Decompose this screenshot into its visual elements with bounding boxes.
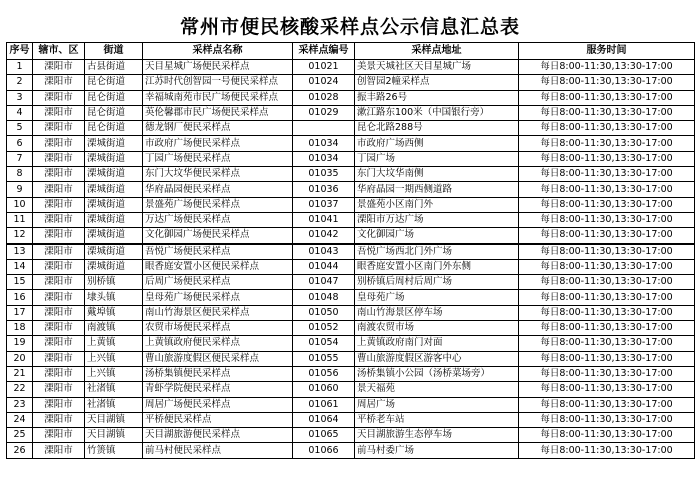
table-row bbox=[7, 275, 695, 290]
cell-service-time: 每日8:00-11:30,13:30-17:00 bbox=[519, 105, 695, 120]
cell-district: 溧阳市 bbox=[33, 197, 85, 212]
cell-district: 溧阳市 bbox=[33, 351, 85, 366]
cell-street: 溧城街道 bbox=[85, 259, 143, 274]
cell-site-name: 英伦馨郡市民广场便民采样点 bbox=[143, 105, 293, 120]
cell-site-code: 01024 bbox=[293, 75, 355, 90]
table-row bbox=[7, 412, 695, 427]
cell-site-name: 曹山旅游度假区便民采样点 bbox=[143, 351, 293, 366]
cell-site-code: 01064 bbox=[293, 412, 355, 427]
cell-index: 6 bbox=[7, 136, 33, 151]
cell-index: 17 bbox=[7, 305, 33, 320]
cell-site-address: 平桥老车站 bbox=[355, 412, 519, 427]
cell-site-address: 景天福苑 bbox=[355, 382, 519, 397]
cell-street: 社渚镇 bbox=[85, 382, 143, 397]
cell-site-address: 溧阳市万达广场 bbox=[355, 212, 519, 227]
cell-street: 溧城街道 bbox=[85, 197, 143, 212]
cell-district: 溧阳市 bbox=[33, 182, 85, 197]
cell-site-address: 皇母苑广场 bbox=[355, 290, 519, 305]
cell-index: 18 bbox=[7, 321, 33, 336]
cell-site-name: 上黄镇政府便民采样点 bbox=[143, 336, 293, 351]
cell-site-address: 曹山旅游度假区游客中心 bbox=[355, 351, 519, 366]
cell-site-address: 丁园广场 bbox=[355, 151, 519, 166]
cell-district: 溧阳市 bbox=[33, 321, 85, 336]
cell-district: 溧阳市 bbox=[33, 121, 85, 136]
cell-district: 溧阳市 bbox=[33, 75, 85, 90]
cell-street: 溧城街道 bbox=[85, 136, 143, 151]
cell-service-time: 每日8:00-11:30,13:30-17:00 bbox=[519, 121, 695, 136]
header-site-address: 采样点地址 bbox=[355, 43, 519, 60]
cell-site-name: 万达广场便民采样点 bbox=[143, 212, 293, 227]
cell-site-name: 文化御园广场便民采样点 bbox=[143, 228, 293, 244]
cell-site-name: 丁园广场便民采样点 bbox=[143, 151, 293, 166]
cell-site-address: 文化御园广场 bbox=[355, 228, 519, 244]
table-row bbox=[7, 305, 695, 320]
cell-service-time: 每日8:00-11:30,13:30-17:00 bbox=[519, 182, 695, 197]
cell-street: 上兴镇 bbox=[85, 366, 143, 381]
cell-district: 溧阳市 bbox=[33, 382, 85, 397]
cell-street: 社渚镇 bbox=[85, 397, 143, 412]
cell-service-time: 每日8:00-11:30,13:30-17:00 bbox=[519, 428, 695, 443]
table-row bbox=[7, 259, 695, 274]
cell-index: 1 bbox=[7, 60, 33, 75]
cell-index: 3 bbox=[7, 90, 33, 105]
cell-site-address: 创智园2幢采样点 bbox=[355, 75, 519, 90]
table-row bbox=[7, 228, 695, 244]
cell-site-name: 农贸市场便民采样点 bbox=[143, 321, 293, 336]
cell-index: 2 bbox=[7, 75, 33, 90]
cell-street: 昆仑街道 bbox=[85, 105, 143, 120]
table-row bbox=[7, 321, 695, 336]
cell-district: 溧阳市 bbox=[33, 60, 85, 75]
cell-service-time: 每日8:00-11:30,13:30-17:00 bbox=[519, 412, 695, 427]
cell-district: 溧阳市 bbox=[33, 366, 85, 381]
cell-site-code: 01065 bbox=[293, 428, 355, 443]
cell-index: 21 bbox=[7, 366, 33, 381]
cell-service-time: 每日8:00-11:30,13:30-17:00 bbox=[519, 443, 695, 458]
sampling-sites-table bbox=[6, 42, 695, 459]
table-row bbox=[7, 136, 695, 151]
cell-district: 溧阳市 bbox=[33, 259, 85, 274]
cell-index: 16 bbox=[7, 290, 33, 305]
cell-site-address: 汤桥集镇小公园（汤桥菜场旁） bbox=[355, 366, 519, 381]
cell-site-address: 昆仑北路288号 bbox=[355, 121, 519, 136]
cell-district: 溧阳市 bbox=[33, 443, 85, 458]
cell-site-address: 周居广场 bbox=[355, 397, 519, 412]
cell-site-name: 吾悦广场便民采样点 bbox=[143, 244, 293, 260]
cell-district: 溧阳市 bbox=[33, 90, 85, 105]
cell-site-code: 01036 bbox=[293, 182, 355, 197]
cell-site-code: 01054 bbox=[293, 336, 355, 351]
cell-site-address: 前马村委广场 bbox=[355, 443, 519, 458]
cell-street: 南渡镇 bbox=[85, 321, 143, 336]
cell-site-address: 景盛苑小区南门外 bbox=[355, 197, 519, 212]
cell-site-name: 东门大坟华便民采样点 bbox=[143, 167, 293, 182]
cell-site-address: 市政府广场西侧 bbox=[355, 136, 519, 151]
cell-service-time: 每日8:00-11:30,13:30-17:00 bbox=[519, 90, 695, 105]
cell-street: 溧城街道 bbox=[85, 182, 143, 197]
cell-site-address: 天目湖旅游生态停车场 bbox=[355, 428, 519, 443]
cell-street: 溧城街道 bbox=[85, 167, 143, 182]
table-row bbox=[7, 90, 695, 105]
cell-service-time: 每日8:00-11:30,13:30-17:00 bbox=[519, 397, 695, 412]
cell-site-address: 上黄镇政府南门对面 bbox=[355, 336, 519, 351]
header-district: 辖市、区 bbox=[33, 43, 85, 60]
cell-service-time: 每日8:00-11:30,13:30-17:00 bbox=[519, 244, 695, 260]
cell-site-address: 南山竹海景区停车场 bbox=[355, 305, 519, 320]
cell-site-name: 幸福城南苑市民广场便民采样点 bbox=[143, 90, 293, 105]
cell-district: 溧阳市 bbox=[33, 151, 85, 166]
header-service-time: 服务时间 bbox=[519, 43, 695, 60]
cell-index: 14 bbox=[7, 259, 33, 274]
cell-site-name: 皇母苑广场便民采样点 bbox=[143, 290, 293, 305]
cell-street: 上黄镇 bbox=[85, 336, 143, 351]
cell-index: 19 bbox=[7, 336, 33, 351]
cell-district: 溧阳市 bbox=[33, 336, 85, 351]
cell-service-time: 每日8:00-11:30,13:30-17:00 bbox=[519, 366, 695, 381]
cell-site-name: 天目湖旅游便民采样点 bbox=[143, 428, 293, 443]
cell-site-address: 吾悦广场西北门外广场 bbox=[355, 244, 519, 260]
cell-service-time: 每日8:00-11:30,13:30-17:00 bbox=[519, 60, 695, 75]
cell-index: 8 bbox=[7, 167, 33, 182]
cell-index: 13 bbox=[7, 244, 33, 260]
cell-district: 溧阳市 bbox=[33, 167, 85, 182]
cell-site-code bbox=[293, 121, 355, 136]
cell-service-time: 每日8:00-11:30,13:30-17:00 bbox=[519, 212, 695, 227]
cell-street: 昆仑街道 bbox=[85, 121, 143, 136]
cell-site-address: 漱江路东100米（中国银行旁） bbox=[355, 105, 519, 120]
cell-index: 23 bbox=[7, 397, 33, 412]
cell-street: 溧城街道 bbox=[85, 212, 143, 227]
cell-street: 别桥镇 bbox=[85, 275, 143, 290]
cell-site-name: 德龙钢厂便民采样点 bbox=[143, 121, 293, 136]
header-site-name: 采样点名称 bbox=[143, 43, 293, 60]
cell-district: 溧阳市 bbox=[33, 397, 85, 412]
table-row bbox=[7, 428, 695, 443]
cell-street: 埭头镇 bbox=[85, 290, 143, 305]
cell-site-code: 01066 bbox=[293, 443, 355, 458]
cell-street: 溧城街道 bbox=[85, 244, 143, 260]
cell-site-address: 东门大坟华南侧 bbox=[355, 167, 519, 182]
cell-site-code: 01048 bbox=[293, 290, 355, 305]
cell-district: 溧阳市 bbox=[33, 305, 85, 320]
cell-index: 24 bbox=[7, 412, 33, 427]
cell-site-code: 01034 bbox=[293, 151, 355, 166]
cell-site-code: 01042 bbox=[293, 228, 355, 244]
cell-index: 20 bbox=[7, 351, 33, 366]
cell-site-code: 01060 bbox=[293, 382, 355, 397]
table-row bbox=[7, 212, 695, 227]
cell-site-address: 别桥镇后周村后周广场 bbox=[355, 275, 519, 290]
table-row bbox=[7, 382, 695, 397]
cell-service-time: 每日8:00-11:30,13:30-17:00 bbox=[519, 197, 695, 212]
cell-service-time: 每日8:00-11:30,13:30-17:00 bbox=[519, 351, 695, 366]
cell-service-time: 每日8:00-11:30,13:30-17:00 bbox=[519, 336, 695, 351]
cell-service-time: 每日8:00-11:30,13:30-17:00 bbox=[519, 275, 695, 290]
cell-service-time: 每日8:00-11:30,13:30-17:00 bbox=[519, 290, 695, 305]
cell-street: 上兴镇 bbox=[85, 351, 143, 366]
cell-street: 天目湖镇 bbox=[85, 412, 143, 427]
cell-district: 溧阳市 bbox=[33, 428, 85, 443]
cell-service-time: 每日8:00-11:30,13:30-17:00 bbox=[519, 382, 695, 397]
cell-site-name: 汤桥集镇便民采样点 bbox=[143, 366, 293, 381]
cell-index: 9 bbox=[7, 182, 33, 197]
table-row bbox=[7, 60, 695, 75]
table-row bbox=[7, 121, 695, 136]
cell-site-code: 01056 bbox=[293, 366, 355, 381]
cell-service-time: 每日8:00-11:30,13:30-17:00 bbox=[519, 167, 695, 182]
cell-site-name: 眼香庭安置小区便民采样点 bbox=[143, 259, 293, 274]
header-site-code: 采样点编号 bbox=[293, 43, 355, 60]
cell-index: 12 bbox=[7, 228, 33, 244]
table-header-row bbox=[7, 43, 695, 60]
cell-district: 溧阳市 bbox=[33, 275, 85, 290]
cell-site-name: 景盛苑广场便民采样点 bbox=[143, 197, 293, 212]
cell-site-code: 01035 bbox=[293, 167, 355, 182]
cell-district: 溧阳市 bbox=[33, 412, 85, 427]
cell-district: 溧阳市 bbox=[33, 290, 85, 305]
table-row bbox=[7, 397, 695, 412]
table-row bbox=[7, 290, 695, 305]
cell-index: 4 bbox=[7, 105, 33, 120]
cell-service-time: 每日8:00-11:30,13:30-17:00 bbox=[519, 305, 695, 320]
cell-service-time: 每日8:00-11:30,13:30-17:00 bbox=[519, 228, 695, 244]
header-street: 街道 bbox=[85, 43, 143, 60]
cell-site-name: 青虾学院便民采样点 bbox=[143, 382, 293, 397]
cell-site-code: 01041 bbox=[293, 212, 355, 227]
cell-site-name: 周居广场便民采样点 bbox=[143, 397, 293, 412]
table-row bbox=[7, 75, 695, 90]
cell-street: 古县街道 bbox=[85, 60, 143, 75]
cell-service-time: 每日8:00-11:30,13:30-17:00 bbox=[519, 136, 695, 151]
cell-site-code: 01061 bbox=[293, 397, 355, 412]
cell-site-name: 天目星城广场便民采样点 bbox=[143, 60, 293, 75]
cell-site-name: 江苏时代创智园一号便民采样点 bbox=[143, 75, 293, 90]
cell-site-address: 华府晶园一期西侧道路 bbox=[355, 182, 519, 197]
cell-site-code: 01029 bbox=[293, 105, 355, 120]
cell-index: 7 bbox=[7, 151, 33, 166]
cell-street: 戴埠镇 bbox=[85, 305, 143, 320]
cell-service-time: 每日8:00-11:30,13:30-17:00 bbox=[519, 75, 695, 90]
table-row bbox=[7, 443, 695, 458]
cell-service-time: 每日8:00-11:30,13:30-17:00 bbox=[519, 321, 695, 336]
cell-index: 22 bbox=[7, 382, 33, 397]
cell-street: 溧城街道 bbox=[85, 228, 143, 244]
cell-site-code: 01034 bbox=[293, 136, 355, 151]
table-row bbox=[7, 197, 695, 212]
cell-index: 11 bbox=[7, 212, 33, 227]
table-row bbox=[7, 336, 695, 351]
cell-site-address: 眼香庭安置小区南门外东侧 bbox=[355, 259, 519, 274]
table-row bbox=[7, 105, 695, 120]
table-row bbox=[7, 182, 695, 197]
cell-index: 15 bbox=[7, 275, 33, 290]
cell-district: 溧阳市 bbox=[33, 244, 85, 260]
cell-site-code: 01037 bbox=[293, 197, 355, 212]
cell-district: 溧阳市 bbox=[33, 228, 85, 244]
cell-site-address: 美景天城社区天目星城广场 bbox=[355, 60, 519, 75]
cell-district: 溧阳市 bbox=[33, 136, 85, 151]
table-row bbox=[7, 151, 695, 166]
cell-site-address: 南渡农贸市场 bbox=[355, 321, 519, 336]
cell-site-code: 01047 bbox=[293, 275, 355, 290]
cell-district: 溧阳市 bbox=[33, 105, 85, 120]
cell-index: 25 bbox=[7, 428, 33, 443]
cell-site-address: 振丰路26号 bbox=[355, 90, 519, 105]
cell-service-time: 每日8:00-11:30,13:30-17:00 bbox=[519, 259, 695, 274]
cell-site-name: 前马村便民采样点 bbox=[143, 443, 293, 458]
table-row bbox=[7, 167, 695, 182]
cell-site-name: 市政府广场便民采样点 bbox=[143, 136, 293, 151]
cell-street: 竹箦镇 bbox=[85, 443, 143, 458]
cell-site-code: 01052 bbox=[293, 321, 355, 336]
cell-street: 天目湖镇 bbox=[85, 428, 143, 443]
table-row bbox=[7, 244, 695, 260]
cell-site-code: 01050 bbox=[293, 305, 355, 320]
cell-service-time: 每日8:00-11:30,13:30-17:00 bbox=[519, 151, 695, 166]
cell-index: 5 bbox=[7, 121, 33, 136]
cell-site-name: 南山竹海景区便民采样点 bbox=[143, 305, 293, 320]
cell-street: 溧城街道 bbox=[85, 151, 143, 166]
cell-site-code: 01028 bbox=[293, 90, 355, 105]
cell-site-code: 01055 bbox=[293, 351, 355, 366]
cell-street: 昆仑街道 bbox=[85, 75, 143, 90]
cell-site-code: 01043 bbox=[293, 244, 355, 260]
table-row bbox=[7, 351, 695, 366]
document-title: 常州市便民核酸采样点公示信息汇总表 bbox=[179, 16, 520, 38]
cell-site-name: 平桥便民采样点 bbox=[143, 412, 293, 427]
cell-site-code: 01021 bbox=[293, 60, 355, 75]
cell-district: 溧阳市 bbox=[33, 212, 85, 227]
cell-site-name: 后周广场便民采样点 bbox=[143, 275, 293, 290]
cell-street: 昆仑街道 bbox=[85, 90, 143, 105]
cell-index: 10 bbox=[7, 197, 33, 212]
cell-site-name: 华府晶园便民采样点 bbox=[143, 182, 293, 197]
header-index: 序号 bbox=[7, 43, 33, 60]
table-row bbox=[7, 366, 695, 381]
table-body bbox=[7, 60, 695, 459]
cell-site-code: 01044 bbox=[293, 259, 355, 274]
cell-index: 26 bbox=[7, 443, 33, 458]
